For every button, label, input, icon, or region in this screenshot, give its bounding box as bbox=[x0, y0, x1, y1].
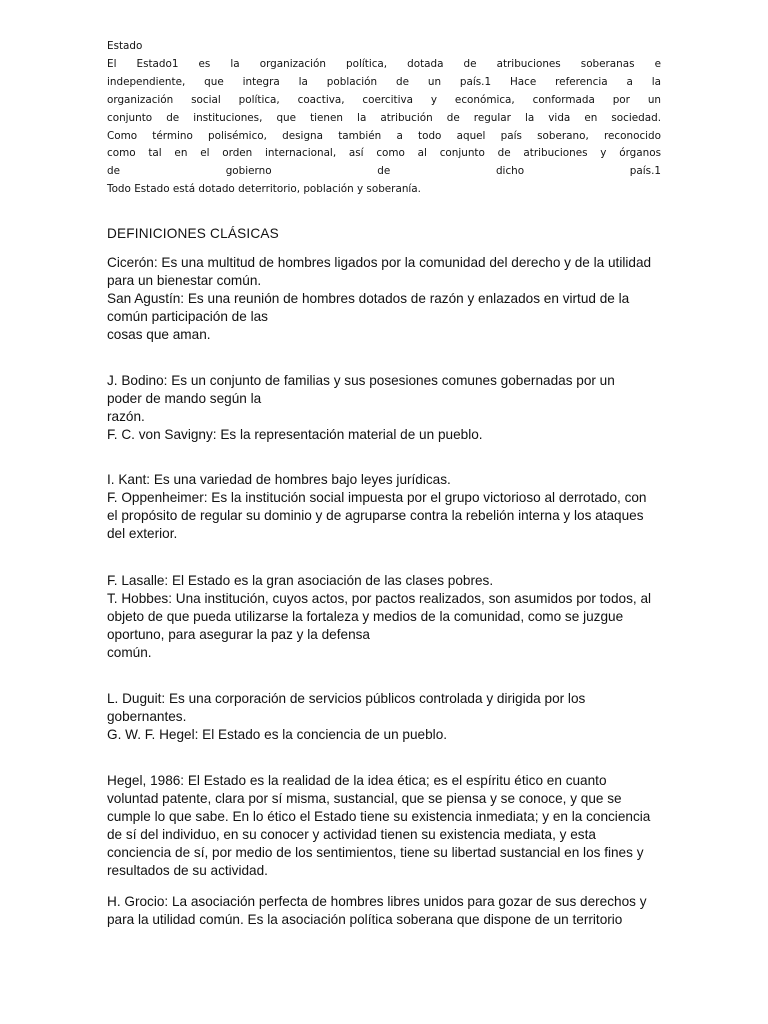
text-line: Cicerón: Es una multitud de hombres ligados por la comunidad del derecho y de la utilidad bbox=[107, 255, 652, 270]
intro-section bbox=[107, 38, 661, 199]
text-line: del exterior. bbox=[107, 526, 178, 541]
text-line: F. Lasalle: El Estado es la gran asociación de las clases pobres. bbox=[107, 573, 494, 588]
section-heading: DEFINICIONES CLÁSICAS bbox=[107, 226, 279, 241]
definition-block bbox=[107, 893, 667, 929]
text-line: T. Hobbes: Una institución, cuyos actos, por pactos realizados, son asumidos por todos, al bbox=[107, 591, 652, 606]
intro-line: de gobierno de dicho país.1 bbox=[107, 165, 661, 178]
text-line: gobernantes. bbox=[107, 709, 187, 724]
text-line: conciencia de sí, por medio de los sentimientos, tiene su libertad sustancial en los fines y bbox=[107, 845, 644, 860]
text-line: cumple lo que sabe. En lo ético el Estado tiene su existencia inmediata; y en la conciencia bbox=[107, 809, 651, 824]
text-line: cosas que aman. bbox=[107, 327, 211, 342]
definition-block bbox=[107, 254, 667, 344]
intro-line: El Estado1 es la organización política, dotada de atribuciones soberanas e bbox=[107, 57, 661, 70]
text-line: objeto de que pueda utilizarse la fortaleza y medios de la comunidad, como se juzgue bbox=[107, 609, 624, 624]
text-line: para un bienestar común. bbox=[107, 273, 262, 288]
intro-line: como tal en el orden internacional, así como al conjunto de atribuciones y órganos bbox=[107, 147, 661, 160]
intro-line: Como término polisémico, designa también a todo aquel país soberano, reconocido bbox=[107, 129, 661, 142]
intro-line: Todo Estado está dotado deterritorio, población y soberanía. bbox=[107, 183, 421, 196]
intro-line: conjunto de instituciones, que tienen la atribución de regular la vida en sociedad. bbox=[107, 111, 661, 124]
definition-block bbox=[107, 471, 667, 543]
text-line: de sí del individuo, en su conocer y actividad tienen su existencia mediata, y esta bbox=[107, 827, 596, 842]
text-line: resultados de su actividad. bbox=[107, 863, 268, 878]
text-line: común participación de las bbox=[107, 309, 268, 324]
text-line: común. bbox=[107, 645, 152, 660]
definition-block bbox=[107, 690, 667, 744]
text-line: poder de mando según la bbox=[107, 391, 262, 406]
text-line: I. Kant: Es una variedad de hombres bajo leyes jurídicas. bbox=[107, 472, 451, 487]
definition-block bbox=[107, 372, 667, 444]
text-line: L. Duguit: Es una corporación de servicios públicos controlada y dirigida por los bbox=[107, 691, 586, 706]
text-line: razón. bbox=[107, 409, 145, 424]
text-line: el propósito de regular su dominio y de agruparse contra la rebelión interna y los ataques bbox=[107, 508, 644, 523]
intro-title: Estado bbox=[107, 40, 143, 52]
text-line: Hegel, 1986: El Estado es la realidad de la idea ética; es el espíritu ético en cuanto bbox=[107, 773, 607, 788]
text-line: J. Bodino: Es un conjunto de familias y sus posesiones comunes gobernadas por un bbox=[107, 373, 615, 388]
text-line: F. Oppenheimer: Es la institución social impuesta por el grupo victorioso al derrotado, con bbox=[107, 490, 647, 505]
intro-line: organización social política, coactiva, coercitiva y económica, conformada por un bbox=[107, 93, 661, 106]
text-line: voluntad patente, clara por sí misma, sustancial, que se piensa y se conoce, y que se bbox=[107, 791, 622, 806]
text-line: San Agustín: Es una reunión de hombres dotados de razón y enlazados en virtud de la bbox=[107, 291, 630, 306]
definition-block bbox=[107, 772, 667, 880]
text-line: para la utilidad común. Es la asociación política soberana que dispone de un territorio bbox=[107, 912, 623, 927]
text-line: oportuno, para asegurar la paz y la defensa bbox=[107, 627, 370, 642]
definition-block bbox=[107, 572, 667, 662]
text-line: H. Grocio: La asociación perfecta de hombres libres unidos para gozar de sus derechos y bbox=[107, 894, 647, 909]
text-line: F. C. von Savigny: Es la representación material de un pueblo. bbox=[107, 427, 483, 442]
intro-line: independiente, que integra la población de un país.1 Hace referencia a la bbox=[107, 75, 661, 88]
text-line: G. W. F. Hegel: El Estado es la conciencia de un pueblo. bbox=[107, 727, 448, 742]
